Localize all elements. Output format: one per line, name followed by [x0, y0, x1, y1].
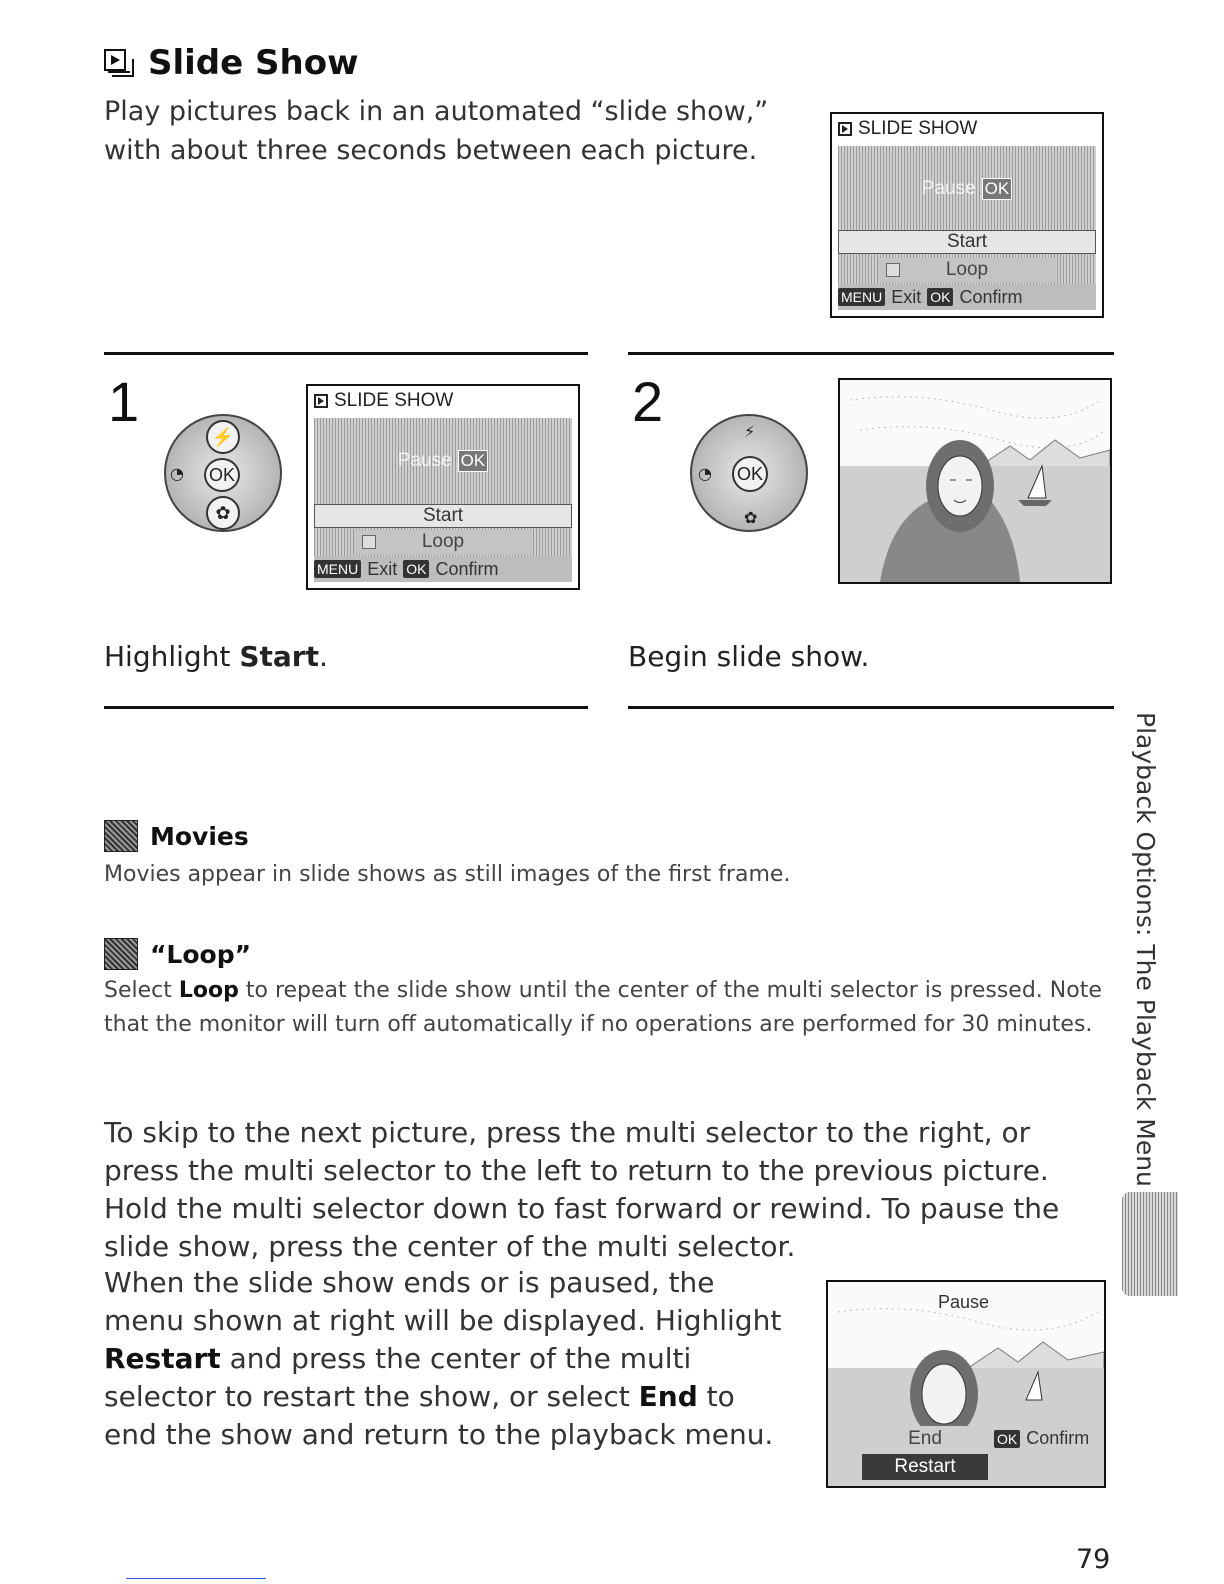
step-1-pause-text: Pause [397, 450, 452, 471]
screen-footer [838, 284, 1096, 310]
loop-note-title: “Loop” [150, 939, 252, 969]
movies-note-title: Movies [150, 821, 249, 851]
loop-checkbox[interactable] [362, 535, 376, 549]
loop-note-heading [104, 938, 251, 970]
loop-note-text [104, 974, 1104, 1042]
pause-text: Pause [921, 178, 976, 199]
title-text: Slide Show [148, 43, 359, 83]
pencil-note-icon [104, 820, 138, 852]
end-bold: End [638, 1380, 698, 1413]
step-1-screen-header [314, 390, 453, 412]
section-thumb-tab [1122, 1192, 1178, 1296]
slide-show-mini-icon [314, 394, 328, 408]
ok-button: OK [204, 458, 240, 492]
portrait-photo-image [840, 380, 1110, 582]
step-1-number: 1 [108, 370, 140, 433]
step-1-label-bold: Start [239, 640, 319, 673]
loop-note-pre: Select [104, 978, 179, 1003]
menu-key-icon: MENU [314, 560, 361, 578]
menu-item-restart[interactable]: Restart [862, 1454, 988, 1480]
flash-icon: ⚡ [744, 422, 756, 441]
slide-show-menu-screen [830, 112, 1104, 318]
step-1-menu-screen [306, 384, 580, 590]
side-section-label [1124, 712, 1164, 1187]
multi-selector-dial-2 [690, 414, 808, 532]
step-1-confirm-label: Confirm [435, 558, 499, 579]
step-1-menu-item-start[interactable]: Start [314, 504, 572, 528]
step-1-header-label: SLIDE SHOW [334, 390, 454, 411]
step-1-label-suffix: . [318, 640, 328, 673]
magnifier-note-icon [104, 938, 138, 970]
step-1-top-rule [104, 352, 588, 355]
macro-icon: ✿ [744, 508, 758, 527]
menu-item-loop[interactable] [878, 258, 1056, 282]
step-2-label: Begin slide show. [628, 640, 870, 673]
slide-show-mini-icon [838, 122, 852, 136]
step-1-pause-label [314, 450, 572, 472]
ok-button-pressed: OK [732, 456, 768, 492]
end-text-a: When the slide show ends or is paused, the menu shown at right will be displayed. Highlight [104, 1266, 782, 1337]
side-section-text: Playback Options: The Playback Menu [1131, 712, 1160, 1187]
screen-header [838, 118, 977, 140]
end-text-e: to end the show and return to the playback menu. [104, 1380, 774, 1451]
menu-key-icon: MENU [838, 288, 885, 306]
step-1-menu-item-loop[interactable] [354, 530, 532, 554]
ok-key-icon: OK [403, 560, 429, 578]
ok-key-icon: OK [927, 288, 953, 306]
pause-confirm-label: Confirm [1026, 1428, 1090, 1448]
multi-selector-dial-1 [164, 414, 282, 532]
macro-button-icon: ✿ [206, 496, 240, 530]
screen-header-label: SLIDE SHOW [858, 118, 978, 139]
ok-icon: OK [458, 450, 489, 472]
page-title [104, 38, 359, 88]
confirm-label: Confirm [959, 286, 1023, 307]
movies-note-text: Movies appear in slide shows as still images of the first frame. [104, 862, 791, 887]
end-text-c: and press the center of the multi selector to restart the show, or select [104, 1342, 692, 1413]
step-1-exit-label: Exit [367, 558, 398, 579]
pause-label [838, 178, 1096, 200]
step-1-screen-footer [314, 556, 572, 582]
exit-label: Exit [891, 286, 922, 307]
pause-menu-screen [826, 1280, 1106, 1488]
pause-label: Pause [938, 1292, 990, 1312]
step-2-number: 2 [632, 370, 664, 433]
pause-footer [994, 1428, 1089, 1449]
self-timer-icon: ◔ [698, 464, 712, 483]
ok-icon: OK [982, 178, 1013, 200]
loop-note-bold: Loop [178, 978, 239, 1003]
loop-checkbox[interactable] [886, 263, 900, 277]
menu-item-start[interactable]: Start [838, 230, 1096, 254]
end-instructions [104, 1264, 794, 1454]
slide-show-photo [838, 378, 1112, 584]
intro-text: Play pictures back in an automated “slide show,” with about three seconds between each picture. [104, 96, 769, 166]
step-1-bottom-rule [104, 706, 588, 709]
flash-button-icon: ⚡ [206, 420, 240, 454]
skip-instructions: To skip to the next picture, press the multi selector to the right, or press the multi selector to the left to return to the previous picture. Hold the multi selector down to fast forward or rewind. To pause the slide show, press the center of the multi selector. [104, 1116, 1060, 1263]
menu-item-end[interactable]: End [862, 1426, 988, 1452]
step-1-label [104, 640, 328, 673]
ok-key-icon: OK [994, 1430, 1020, 1448]
step-2-top-rule [628, 352, 1114, 355]
loop-note-post: to repeat the slide show until the center of the multi selector is pressed. Note that the monitor will turn off automatically if no operations are performed for 30 minutes. [104, 978, 1102, 1037]
step-2-bottom-rule [628, 706, 1114, 709]
loop-label: Loop [945, 259, 989, 280]
slide-show-icon [104, 49, 134, 77]
movies-note-heading [104, 820, 249, 852]
step-1-loop-label: Loop [421, 531, 465, 552]
page-number: 79 [1076, 1544, 1111, 1575]
step-1-label-prefix: Highlight [104, 640, 240, 673]
footer-line [126, 1578, 266, 1579]
self-timer-icon: ◔ [170, 464, 184, 483]
restart-bold: Restart [104, 1342, 221, 1375]
